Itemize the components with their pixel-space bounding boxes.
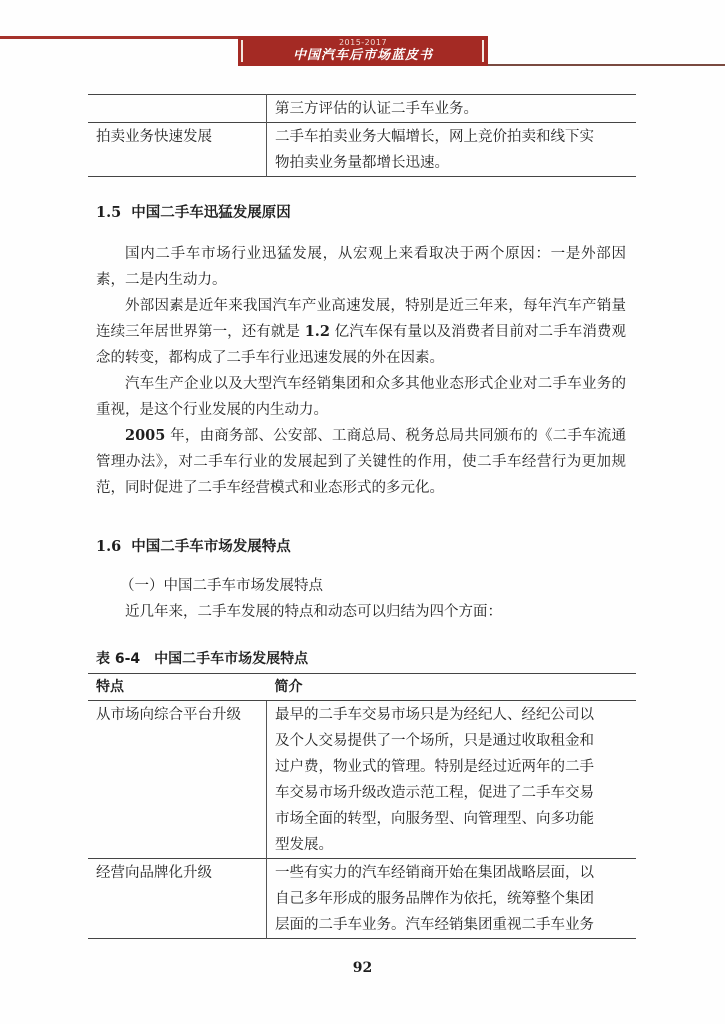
table-row (88, 701, 636, 859)
header-rule-left (0, 36, 240, 39)
section-heading-1-5 (96, 201, 291, 222)
description-line: 第三方评估的认证二手车业务。 (275, 101, 478, 117)
feature-cell: 从市场向综合平台升级 (96, 707, 241, 723)
description-line: 车交易市场升级改造示范工程，促进了二手车交易 (275, 785, 594, 801)
header-title: 中国汽车后市场蓝皮书 (292, 48, 433, 63)
description-line: 及个人交易提供了一个场所，只是通过收取租金和 (275, 733, 594, 749)
description-line: 二手车拍卖业务大幅增长，网上竞价拍卖和线下实 (275, 129, 594, 145)
description-line: 层面的二手车业务。汽车经销集团重视二手车业务 (275, 917, 594, 933)
description-line: 物拍卖业务量都增长迅速。 (275, 155, 449, 171)
table-row (88, 859, 636, 939)
header-bar-right (482, 40, 484, 62)
description-cell (267, 95, 637, 123)
section-number: 1.6 (96, 538, 122, 555)
feature-cell: 经营向品牌化升级 (88, 859, 267, 939)
table-6-4 (88, 673, 636, 939)
description-line: 型发展。 (275, 837, 333, 853)
paragraph: 2005 年，由商务部、公安部、工商总局、税务总局共同颁布的《二手车流通管理办法》，对二手车行业的发展起到了关键性的作用，使二手车经营行为更加规范，同时促进了二手车经营模式和业态形式的多元化。 (96, 427, 626, 496)
description-cell (267, 123, 637, 177)
table-caption-title: 中国二手车市场发展特点 (154, 651, 309, 667)
intro-text: 近几年来，二手车发展的特点和动态可以归结为四个方面： (125, 604, 502, 620)
description-cell (267, 701, 637, 859)
column-header-description: 简介 (267, 674, 637, 701)
description-line: 最早的二手车交易市场只是为经纪人、经纪公司以 (275, 707, 594, 723)
section-title: 中国二手车市场发展特点 (131, 539, 291, 555)
paragraph: 外部因素是近年来我国汽车产业高速发展，特别是近三年来，每年汽车产销量连续三年居世界第一，还有就是 1.2 亿汽车保有量以及消费者目前对二手车消费观念的转变，都构成了二手车行业迅速发展的外在因素。 (96, 298, 627, 366)
feature-cell (88, 95, 267, 123)
header-bar-left (241, 40, 243, 62)
subheading: （一）中国二手车市场发展特点 (120, 578, 323, 594)
running-header-band (238, 36, 488, 66)
table-row (88, 95, 636, 123)
description-line: 一些有实力的汽车经销商开始在集团战略层面，以 (275, 865, 594, 881)
description-line: 市场全面的转型，向服务型、向管理型、向多功能 (275, 811, 594, 827)
column-header-feature: 特点 (88, 674, 267, 701)
section-number: 1.5 (96, 204, 122, 221)
continued-table (88, 94, 636, 177)
header-years: 2015-2017 (338, 38, 388, 47)
description-line: 过户费，物业式的管理。特别是经过近两年的二手 (275, 759, 594, 775)
table-row (88, 123, 636, 177)
table-header-row (88, 674, 636, 701)
page-number: 92 (352, 960, 373, 976)
paragraph: 国内二手车市场行业迅猛发展，从宏观上来看取决于两个原因：一是外部因素，二是内生动力。 (96, 246, 626, 288)
table-caption (96, 648, 308, 668)
section-title: 中国二手车迅猛发展原因 (131, 205, 291, 221)
paragraph: 汽车生产企业以及大型汽车经销集团和众多其他业态形式企业对二手车业务的重视，是这个行业发展的内生动力。 (96, 376, 626, 418)
section-heading-1-6 (96, 535, 291, 556)
table-caption-number: 表 6-4 (96, 651, 141, 667)
description-cell (267, 859, 637, 939)
description-line: 自己多年形成的服务品牌作为依托，统筹整个集团 (275, 891, 594, 907)
header-rule-right (488, 64, 725, 66)
feature-cell: 拍卖业务快速发展 (88, 123, 267, 177)
